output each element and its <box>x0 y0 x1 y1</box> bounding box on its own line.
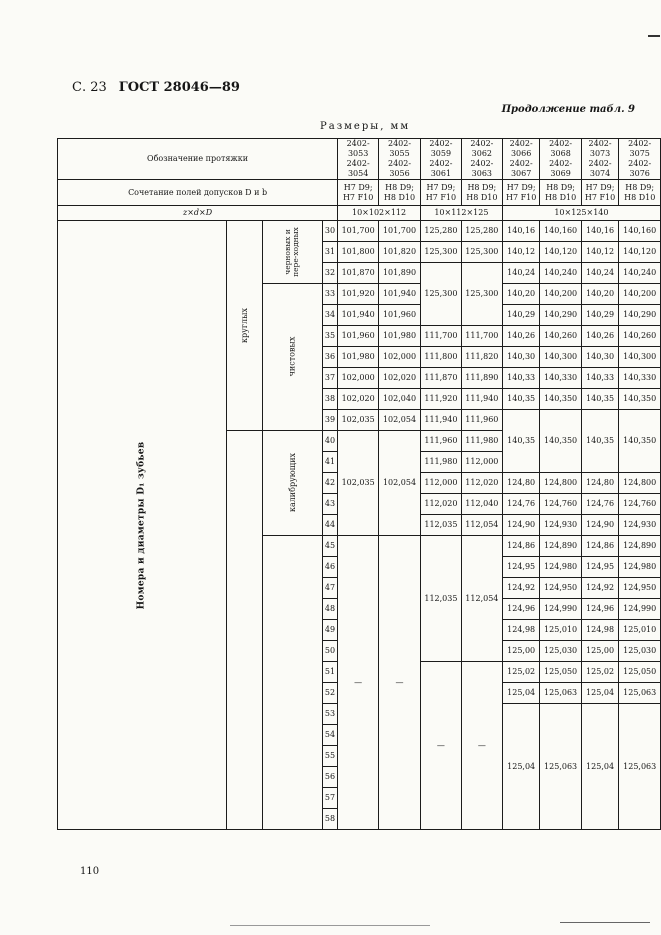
value-cell: 111,980 <box>461 431 502 452</box>
value-cell: 140,33 <box>581 368 619 389</box>
value-cell: 125,00 <box>581 641 619 662</box>
value-cell: 124,95 <box>502 557 540 578</box>
value-cell: 111,700 <box>461 326 502 347</box>
round-label-cell <box>226 221 262 431</box>
value-cell: 111,870 <box>420 368 461 389</box>
value-cell: 125,280 <box>420 221 461 242</box>
value-cell: 140,200 <box>619 284 661 305</box>
value-cell: 140,260 <box>540 326 581 347</box>
value-cell: 140,35 <box>502 389 540 410</box>
fit-cell: H8 D9; H8 D10 <box>619 180 661 206</box>
value-cell: 125,010 <box>619 620 661 641</box>
value-cell: 101,960 <box>379 305 421 326</box>
designation-header: Обозначение протяжки <box>58 139 338 180</box>
value-cell: 112,000 <box>461 452 502 473</box>
tooth-number: 57 <box>322 788 337 809</box>
value-cell: 112,020 <box>461 473 502 494</box>
tooth-number: 34 <box>322 305 337 326</box>
size-cell: 10×102×112 <box>338 206 421 221</box>
value-cell: 140,300 <box>540 347 581 368</box>
value-cell: 140,33 <box>502 368 540 389</box>
value-cell: 140,20 <box>581 284 619 305</box>
scan-noise <box>648 35 660 37</box>
value-cell: 112,054 <box>461 536 502 662</box>
tooth-number: 46 <box>322 557 337 578</box>
tooth-number: 47 <box>322 578 337 599</box>
value-cell: 111,700 <box>420 326 461 347</box>
tooth-number: 38 <box>322 389 337 410</box>
code-cell: 2402-3066 2402-3067 <box>502 139 540 180</box>
value-cell: 112,035 <box>420 515 461 536</box>
size-cell: 10×125×140 <box>502 206 660 221</box>
value-cell: 124,990 <box>540 599 581 620</box>
value-cell: 140,350 <box>540 389 581 410</box>
value-cell: 124,800 <box>540 473 581 494</box>
fit-cell: H8 D9; H8 D10 <box>540 180 581 206</box>
value-cell: 102,020 <box>338 389 379 410</box>
tooth-number: 31 <box>322 242 337 263</box>
scan-noise <box>230 925 430 926</box>
value-cell: 124,80 <box>502 473 540 494</box>
value-cell: 112,035 <box>420 536 461 662</box>
value-cell: 125,04 <box>581 704 619 830</box>
value-cell: 124,950 <box>619 578 661 599</box>
value-cell: 124,930 <box>619 515 661 536</box>
dimensions-title: Размеры, мм <box>320 121 411 132</box>
value-cell: 111,980 <box>420 452 461 473</box>
dash-cell: — <box>420 662 461 830</box>
value-cell: 102,000 <box>338 368 379 389</box>
code-cell: 2402-3068 2402-3069 <box>540 139 581 180</box>
code-cell: 2402-3055 2402-3056 <box>379 139 421 180</box>
code-cell: 2402-3053 2402-3054 <box>338 139 379 180</box>
value-cell: 124,86 <box>502 536 540 557</box>
tooth-number: 39 <box>322 410 337 431</box>
value-cell: 124,95 <box>581 557 619 578</box>
value-cell: 101,870 <box>338 263 379 284</box>
size-cell: 10×112×125 <box>420 206 502 221</box>
finish-label: чистовых <box>287 336 297 377</box>
value-cell: 140,29 <box>581 305 619 326</box>
tooth-number: 33 <box>322 284 337 305</box>
value-cell: 111,920 <box>420 389 461 410</box>
value-cell: 125,030 <box>540 641 581 662</box>
tooth-number: 44 <box>322 515 337 536</box>
value-cell: 140,290 <box>619 305 661 326</box>
value-cell: 102,000 <box>379 347 421 368</box>
tooth-number: 50 <box>322 641 337 662</box>
rough-label: черновых и пере-ходных <box>283 226 301 277</box>
value-cell: 124,980 <box>619 557 661 578</box>
fit-cell: H7 D9; H7 F10 <box>581 180 619 206</box>
tooth-number: 48 <box>322 599 337 620</box>
value-cell: 124,80 <box>581 473 619 494</box>
value-cell: 101,960 <box>338 326 379 347</box>
tooth-number: 42 <box>322 473 337 494</box>
tooth-number: 53 <box>322 704 337 725</box>
value-cell: 140,16 <box>502 221 540 242</box>
value-cell: 102,040 <box>379 389 421 410</box>
value-cell: 111,820 <box>461 347 502 368</box>
side-label-cell <box>58 221 227 830</box>
value-cell: 125,063 <box>540 704 581 830</box>
value-cell: 125,00 <box>502 641 540 662</box>
value-cell: 125,050 <box>619 662 661 683</box>
value-cell: 124,930 <box>540 515 581 536</box>
value-cell: 140,120 <box>619 242 661 263</box>
value-cell: 125,063 <box>619 704 661 830</box>
value-cell: 102,020 <box>379 368 421 389</box>
value-cell: 125,010 <box>540 620 581 641</box>
value-cell: 140,35 <box>502 410 540 473</box>
tooth-number: 52 <box>322 683 337 704</box>
fit-header: Сочетание полей допусков D и b <box>58 180 338 206</box>
value-cell: 101,980 <box>379 326 421 347</box>
value-cell: 102,054 <box>379 431 421 536</box>
value-cell: 124,760 <box>540 494 581 515</box>
value-cell: 140,290 <box>540 305 581 326</box>
value-cell: 125,300 <box>461 263 502 326</box>
value-cell: 124,92 <box>581 578 619 599</box>
value-cell: 140,160 <box>619 221 661 242</box>
tooth-number: 41 <box>322 452 337 473</box>
rough-label-cell <box>262 221 322 284</box>
code-cell: 2402-3059 2402-3061 <box>420 139 461 180</box>
value-cell: 124,96 <box>581 599 619 620</box>
value-cell: 112,020 <box>420 494 461 515</box>
value-cell: 140,30 <box>581 347 619 368</box>
value-cell: 101,890 <box>379 263 421 284</box>
tooth-number: 54 <box>322 725 337 746</box>
tooth-number: 32 <box>322 263 337 284</box>
value-cell: 125,050 <box>540 662 581 683</box>
calib-label-cell <box>262 431 322 536</box>
tooth-number: 40 <box>322 431 337 452</box>
value-cell: 140,20 <box>502 284 540 305</box>
value-cell: 125,04 <box>502 704 540 830</box>
value-cell: 111,960 <box>420 431 461 452</box>
value-cell: 111,940 <box>420 410 461 431</box>
value-cell: 140,200 <box>540 284 581 305</box>
value-cell: 140,350 <box>619 389 661 410</box>
value-cell: 140,160 <box>540 221 581 242</box>
value-cell: 124,990 <box>619 599 661 620</box>
tooth-number: 56 <box>322 767 337 788</box>
tooth-number: 37 <box>322 368 337 389</box>
value-cell: 140,350 <box>619 410 661 473</box>
value-cell: 140,24 <box>502 263 540 284</box>
value-cell: 140,35 <box>581 389 619 410</box>
value-cell: 101,700 <box>379 221 421 242</box>
value-cell: 140,35 <box>581 410 619 473</box>
value-cell: 101,700 <box>338 221 379 242</box>
tooth-number: 49 <box>322 620 337 641</box>
value-cell: 140,12 <box>502 242 540 263</box>
value-cell: 125,063 <box>540 683 581 704</box>
code-cell: 2402-3075 2402-3076 <box>619 139 661 180</box>
value-cell: 124,90 <box>581 515 619 536</box>
tooth-number: 30 <box>322 221 337 242</box>
value-cell: 124,800 <box>619 473 661 494</box>
tooth-number: 43 <box>322 494 337 515</box>
side-label: Номера и диаметры D₁ зубьев <box>136 441 147 610</box>
dash-cell: — <box>338 536 379 830</box>
value-cell: 101,920 <box>338 284 379 305</box>
value-cell: 140,24 <box>581 263 619 284</box>
blank-label-cell <box>262 536 322 830</box>
value-cell: 124,950 <box>540 578 581 599</box>
value-cell: 112,040 <box>461 494 502 515</box>
value-cell: 125,300 <box>420 263 461 326</box>
value-cell: 125,02 <box>502 662 540 683</box>
page-label: С. 23 <box>72 80 107 95</box>
value-cell: 125,280 <box>461 221 502 242</box>
fit-cell: H8 D9; H8 D10 <box>461 180 502 206</box>
round-label: круглых <box>239 307 249 343</box>
value-cell: 124,98 <box>581 620 619 641</box>
value-cell: 101,820 <box>379 242 421 263</box>
value-cell: 140,240 <box>619 263 661 284</box>
value-cell: 140,330 <box>540 368 581 389</box>
value-cell: 112,000 <box>420 473 461 494</box>
value-cell: 140,120 <box>540 242 581 263</box>
value-cell: 101,940 <box>379 284 421 305</box>
calib-label: калибрующих <box>287 452 297 513</box>
value-cell: 124,76 <box>502 494 540 515</box>
page-number: 110 <box>80 866 100 877</box>
value-cell: 124,86 <box>581 536 619 557</box>
value-cell: 140,26 <box>581 326 619 347</box>
sizes-table <box>57 138 661 830</box>
value-cell: 111,940 <box>461 389 502 410</box>
value-cell: 101,980 <box>338 347 379 368</box>
value-cell: 124,890 <box>540 536 581 557</box>
fit-cell: H7 D9; H7 F10 <box>338 180 379 206</box>
blank-label-cell <box>226 431 262 830</box>
value-cell: 102,035 <box>338 431 379 536</box>
value-cell: 125,030 <box>619 641 661 662</box>
continuation-label: Продолжение табл. 9 <box>501 104 635 115</box>
value-cell: 125,063 <box>619 683 661 704</box>
tooth-number: 36 <box>322 347 337 368</box>
tooth-number: 55 <box>322 746 337 767</box>
value-cell: 111,800 <box>420 347 461 368</box>
tooth-number: 35 <box>322 326 337 347</box>
value-cell: 124,90 <box>502 515 540 536</box>
tooth-number: 45 <box>322 536 337 557</box>
value-cell: 124,890 <box>619 536 661 557</box>
value-cell: 140,350 <box>540 410 581 473</box>
value-cell: 112,054 <box>461 515 502 536</box>
standard-label: ГОСТ 28046—89 <box>118 80 240 95</box>
tooth-number: 58 <box>322 809 337 830</box>
tooth-number: 51 <box>322 662 337 683</box>
value-cell: 102,035 <box>338 410 379 431</box>
code-cell: 2402-3062 2402-3063 <box>461 139 502 180</box>
value-cell: 125,300 <box>420 242 461 263</box>
value-cell: 140,16 <box>581 221 619 242</box>
finish-label-cell <box>262 284 322 431</box>
value-cell: 125,02 <box>581 662 619 683</box>
value-cell: 140,300 <box>619 347 661 368</box>
dash-cell: — <box>379 536 421 830</box>
value-cell: 124,760 <box>619 494 661 515</box>
value-cell: 140,240 <box>540 263 581 284</box>
value-cell: 125,04 <box>502 683 540 704</box>
code-cell: 2402-3073 2402-3074 <box>581 139 619 180</box>
value-cell: 124,92 <box>502 578 540 599</box>
value-cell: 140,26 <box>502 326 540 347</box>
value-cell: 102,054 <box>379 410 421 431</box>
scan-noise <box>560 922 650 923</box>
value-cell: 111,960 <box>461 410 502 431</box>
value-cell: 124,76 <box>581 494 619 515</box>
dash-cell: — <box>461 662 502 830</box>
value-cell: 140,30 <box>502 347 540 368</box>
value-cell: 140,12 <box>581 242 619 263</box>
zdD-header: z×d×D <box>58 206 338 221</box>
value-cell: 140,29 <box>502 305 540 326</box>
value-cell: 111,890 <box>461 368 502 389</box>
fit-cell: H8 D9; H8 D10 <box>379 180 421 206</box>
value-cell: 124,98 <box>502 620 540 641</box>
value-cell: 124,980 <box>540 557 581 578</box>
value-cell: 140,330 <box>619 368 661 389</box>
value-cell: 101,940 <box>338 305 379 326</box>
value-cell: 101,800 <box>338 242 379 263</box>
value-cell: 124,96 <box>502 599 540 620</box>
value-cell: 125,04 <box>581 683 619 704</box>
fit-cell: H7 D9; H7 F10 <box>420 180 461 206</box>
value-cell: 140,260 <box>619 326 661 347</box>
fit-cell: H7 D9; H7 F10 <box>502 180 540 206</box>
page-header <box>72 80 240 95</box>
value-cell: 125,300 <box>461 242 502 263</box>
